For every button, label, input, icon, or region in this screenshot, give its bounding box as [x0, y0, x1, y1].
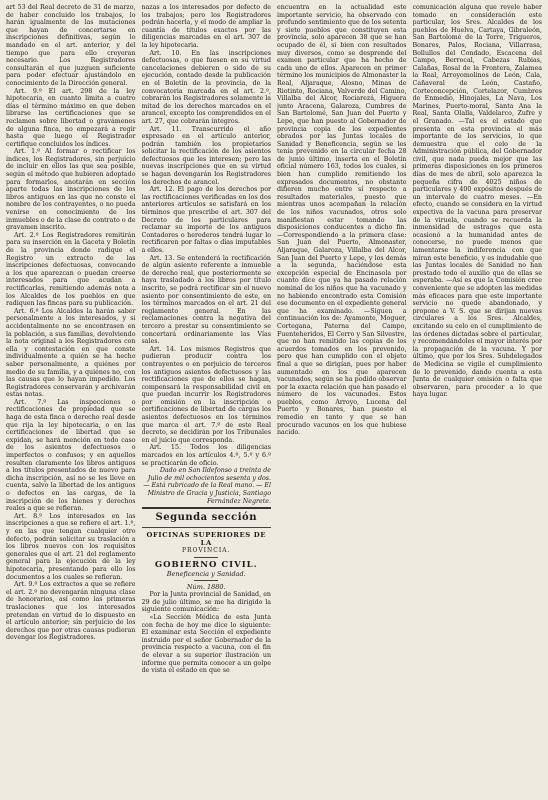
government-heading: GOBIERNO CIVIL. [154, 560, 258, 571]
col2-body-1: Por la Junta provincial de Sanidad, en 29 de julio último, se me ha dirigido la siguiente comunicación: [141, 591, 271, 614]
column-4 [413, 4, 543, 796]
section-rule [142, 527, 272, 528]
col2-para-2: Art. 10. En las inscripciones defectuosas, o que fuesen en su virtud cancelaciones debieren o sido de su ejecución, contado desde la publicación en el Boletín de la provincia, de la convocatoria marcada en el art. 2.º, cobrarán los Registradores solamente la mitad de los derechos marcados en el arancel, excepto los comprendidos en el art. 27, que cobrarán íntegros. [141, 49, 271, 125]
small-divider-2 [194, 580, 218, 581]
small-divider [194, 557, 218, 558]
col2-para-7: Art. 15. Todos los diligencias marcados en los artículos 4.º, 5.º y 6.º se practicarán de oficio. [141, 444, 271, 467]
col2-para-6: Art. 14. Los mismos Registros que pudieran producir contra los contrayentes o en perjuicio de terceros los antiguos asientos defectuosos y las rectificaciones que de ellos se hagan, compensará la responsabilidad civil en que puedan incurrir los Registradores por omisión en la inscripción o certificaciones de libertad de cargas los asientos defectuosos en los términos que marca el art. 7.º de este Real decreto, se decidirán por los Tribunales en el juicio que corresponda. [141, 345, 271, 444]
col1-para-5: Art. 6.º Los Alcaldes la harán saber personalmente a los interesados, y si accidentalmente no se encontrasen en la población, a sus familias, devolviendo la nota original a los Registradores con ella y contestación en que conste individualmente a quién se ha hecho saber personalmente, a quiénes por medio de su familia, y a quiénes no, con las causas que lo hayan impedido. Los Registradores conservarán y archivarán estas notas. [6, 307, 136, 399]
section-subtitle: OFICINAS SUPERIORES DE LA [146, 531, 267, 548]
col1-para-3: Art. 1.º Al formar o rectificar los índices, los Registradores, sin perjuicio de incluir en ellos las que sea posible, según el método que hubieren adoptado para formarlos, anotarán en sección aparte todas las inscripciones de los libros antiguos en las que no conste el nombre de los contrayentes, o no pueda venirse en conocimiento de los inmuebles o de la clase de contrato o de gravamen inscrito. [6, 148, 136, 232]
government-subheading: Beneficencia y Sanidad. [166, 570, 246, 579]
document-number: Núm. 1880. [186, 583, 226, 592]
col1-para-6: Art. 7.º Las inspecciones o rectificaciones de propiedad que se haga de esta finca o derecho real desde que rija la ley hipotecaria, o en las certificaciones de libertad que se expidan, se hará mención en todo caso de los asientos defectuosos o imperfectos o confusos; y en aquellos resulten claramente los libros antiguos a los títulos presentados de nuevo para dicha inscripción, así no se les lleve en cuenta, salvo la libertad de los antiguos o defectos en las cargas, de la inscripción de los bienes y derechos reales a que se refieran. [6, 398, 136, 513]
col1-para-4: Art. 2.º Los Registradores remitirán para su inserción en la Gaceta y Boletín de la provincia donde radique el Registro un extracto de las inscripciones defectuosas, convocando a los que aparezcan o puedan creerse interesados para que acudan a rectificarlas, remitiendo además nota a los Alcaldes de los pueblos en que radiquen las fincas para su publicación. [6, 231, 136, 308]
col2-para-1: nazas a los interesados por defecto de los trabajos; pero los Registradores podrán hacerla, y el modo de ampliar la cuantía de títulos exactos por las diligencias marcadas en el art. 307 de la ley hipotecaria. [141, 4, 271, 49]
col2-para-3: Art. 11. Transcurrido el año expresado en el artículo anterior, podrán también los propietarios solicitar la rectificación de los asientos defectuosos que les interesen; pero las nuevas inscripciones que en su virtud se hagan devengarán los Registradores los derechos de arancel. [141, 125, 271, 186]
section-title: Segunda sección [155, 512, 257, 524]
column-1 [6, 4, 136, 796]
col2-signature: Dado en San Ildefonso a treinta de Julio de mil ochocientos sesenta y dos. — Está rubricado de la Real mano. — El Ministro de Gracia y Justicia, Santiago Fernández Negrete. [143, 467, 271, 505]
col2-para-4: Art. 12. El pago de los derechos por las rectificaciones verificadas en los dos anteriores artículos se satisfará en los términos que prescribe el art. 307 del Decreto de los particulares para reclamar su importe de los antiguos Contadores o herederos tendrá lugar lo rectificaren por faltas o días imputables a ellos. [141, 186, 271, 254]
col2-body-2: «La Sección Médica de esta Junta con fecha de hoy me dice lo siguiente: El examinar esta Sección el expediente instruido por el señor Gobernador de la provincia respecto a vacuna, con el fin de elevar a su superior ilustración un informe que permita conocer a un golpe de vista el estado en que se [141, 613, 271, 675]
col1-para-8: Art. 9.º Los extractos a que se refiere el art. 2.º no devengarán ninguna clase de honorarios, así como las primeras traslaciones que los interesados pretendan en virtud de lo dispuesto en el artículo anterior; sin perjuicio de los derechos que por otras causas pudieran devengar los Registradores. [6, 581, 136, 642]
col2-para-5: Art. 13. Se entenderá la rectificación de algún asiento referente a inmueble de derecho real, que posteriormente se haya trasladado a los libros por título inscrito, se podrá rectificar sin el nuevo asiento por consentimiento de este, en los términos marcados en el art. 21 del reglamento general. En las reclamaciones contra la negativa del tercero a prestar su consentimiento se concertará ordinariamente las Vías sales. [141, 254, 271, 346]
col1-para-1: art 53 del Real decreto de 31 de marzo, de haber concluido los trabajos, lo harán igualmente de las mutaciones que hayan de concertarse en inscripciones definitivas, según lo mandado en el art. anterior, y del tiempo que para ello creyeran necesario. Los Registradores consultarán el que juzguen suficiente para poder efectuar ajustándolo en conocimiento de la Dirección general. [6, 4, 136, 87]
col1-para-2: Art. 9.º El art. 298 de la ley hipotecaria, en cuanto limita a cuatro días el término máximo en que deben librarse las certificaciones que se reclamen sobre libertad o gravámenes de alguna finca, no empezará a regir hasta que luego el Registrador certifique concluidos los índices. [6, 87, 136, 148]
column-2 [142, 4, 272, 796]
col4-para-1: comunicación alguna que revele haber tomado en consideración este particular, los Sres. Alcaldes de los pueblos de Huelva, Cartaya, Gibraleón, San Bartolomé de la Torre, Trigueros, Bonares, Palos, Rociana, Villarrasa, Bollullos del Condado, Escacena del Campo, Berrocal, Cabezas Rubias, Calañas, Rosal de la Frontera, Zalamea la Real, Arroyomolinos de León, Cala, Cañaveral de León, Castaño, Corteconcepción, Cortelazor, Cumbres de Enmedio, Hinojales, La Nava, Los Marines, Puerto-moral, Santa Ana la Real, Santa Olalla, Valdelarco, Zufre y el Granado. —Tal es el estado que presenta en esta provincia el más importante de los servicios, lo que demuestra que el celo de la Administración pública, del Gobernador civil, que nada pueda mejor que las primeras disposiciones en los primeros días de mes de abril, solo aparezca la pequeña cifra de 4025 niños de particulares y 400 expósitos después de un intervalo de cuatro meses. —En efecto, cuando se considera en la virtud expectiva de la vacuna para preservar de la viruela, cuando se recuerda la inmensidad de estragos que esta ocasionó a la humanidad antes de conocerse, no puede menos que lamentarse la indiferencia con que miran este beneficio, y es indudable que las Juntas locales de Sanidad no han prestado todo el auxilio que de ellas se esperaba. —Así es que la Comisión cree conveniente que se adopten las medidas más eficaces para que este importante servicio no quede abandonado, y propone a V. S. que se dirijan nuevas circulares a los Sres. Alcaldes, excitando su celo en el cumplimiento de las órdenes dictadas sobre el particular, y recomendándoles el mayor interés por la propagación de la vacuna. Y por último, que por los Sres. Subdelegados de Medicina se vigile el cumplimiento de lo prevenido, dando cuenta a esta Junta de cualquier omisión o falta que observaren, para proceder a lo que haya lugar. [412, 4, 542, 399]
col3-para-1: encuentra en la actualidad este importante servicio, ha observado con profundo sentimiento que de los setenta y siete pueblos que constituyen esta provincia, solo aparecen 38 que se han ocupado de él, si bien con resultados muy diversos, como se desprende del examen particular que ha hecho de cada uno de ellos. Aparecen en primer término los municipios de Almonaster la Real, Aljaraque, Alosno, Minas de Riotinto, Rociana, Valverde del Camino, Villalba del Alcor, Rociarezá, Higuera junto Aracena, Galaroza, Cumbres de San Bartolomé, San Juan del Puerto y Lepe, que han puesto al Gobernador de provincia copia de los expedientes obrados por las Juntas locales de Sanidad y Beneficencia, según se les tenía prevenido en la circular fecha 28 de junio último, inserta en el Boletín oficial número 163, todos los cuales, si bien han cumplido remitiendo los expresados documentos, no obstante difieren mucho entre sí respecto a resultados materiales, puesto que mientras unos acompañan la relación de los niños vacunados, otros solo manifiestan estar tomando las disposiciones conducentes a dicho fin. —Correspondiendo a la primera clase: San Juan del Puerto, Almonaster, Aljaraque, Galaroza, Villalba del Alcor, San Juan del Puerto y Lepe, y los demás a la segunda, haciéndose esta excepción especial de Encinasola por cuanto dice que ya ha pasado relación nominal de los niños que ha vacunado y no habiendo encontrado esta Comisión ese documento en el expediente general que ha examinado. —Siguen a continuación los de: Ayamonte, Moguer, Cortegana, Paterna del Campo, Fuenteheridos, El Cerro y San Silvestre, que no han remitido las copias de los acuerdos tomados en los prevenido, pero que han cumplido con el objeto final a que se dirigían, pues por haber aumentado en los que aparecen vacunados, según se ha podido observar por la exacta relación que han pasado el número de los vacunados. Estos pueblos, como Arroyo, Lucena del Puerto y Bonares, han puesto el remedio en tanto y que se han procurado vacunos en los que hubiese nacido. [277, 4, 407, 437]
column-3 [277, 4, 407, 796]
col1-para-7: Art. 8.º Los interesados en las inscripciones a que se refiere el art. 1.º, y en las que tengan cualquier otro defecto, podrán solicitar su traslación a los libros nuevos con los requisitos generales que el art. 21 del reglamento general para la ejecución de la ley hipotecaria, presentando para ello los documentos a los cuales se refieran. [6, 512, 136, 581]
section-divider [142, 507, 272, 509]
section-subtitle-2: PROVINCIA. [181, 547, 231, 555]
